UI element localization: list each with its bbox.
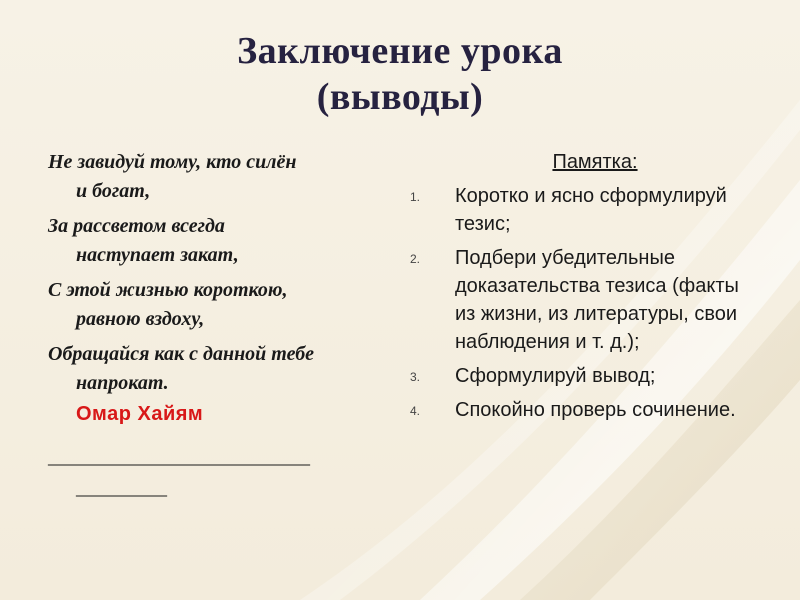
memo-block — [410, 148, 760, 430]
poem-stanza — [48, 340, 388, 429]
poem-stanza — [48, 276, 388, 334]
poem-line: равною вздоху, — [76, 308, 205, 330]
poem-stanza — [48, 148, 388, 206]
memo-item-number: 2. — [410, 252, 421, 266]
memo-item-number: 4. — [410, 404, 421, 418]
memo-item-text: Спокойно проверь сочинение. — [455, 399, 736, 421]
page-title — [0, 28, 800, 120]
poem-line: С этой жизнью короткою, — [48, 279, 288, 301]
poem-line: и богат, — [76, 180, 151, 202]
memo-item — [410, 396, 760, 424]
memo-item — [410, 244, 760, 356]
poem-line: Не завидуй тому, кто силён — [48, 151, 297, 173]
poem-block — [48, 148, 388, 503]
title-line-2: (выводы) — [316, 76, 484, 118]
memo-item-text: Сформулируй вывод; — [455, 365, 656, 387]
poem-line: напрокат. — [76, 372, 169, 394]
poem-line: наступает закат, — [76, 244, 239, 266]
poem-author: Омар Хайям — [76, 403, 204, 425]
memo-title: Памятка: — [552, 151, 638, 173]
memo-item-text: Коротко и ясно сформулируй тезис; — [455, 185, 727, 235]
poem-stanza — [48, 212, 388, 270]
memo-item — [410, 362, 760, 390]
answer-line: __________ — [76, 477, 166, 499]
memo-item-text: Подбери убедительные доказательства тезиса (факты из жизни, из литературы, свои наблюдения и т. д.); — [455, 247, 739, 353]
answer-line: _____________________________ — [48, 446, 309, 468]
memo-item — [410, 182, 760, 238]
memo-item-number: 3. — [410, 370, 421, 384]
memo-list — [410, 182, 760, 424]
title-line-1: Заключение урока — [237, 30, 563, 72]
poem-line: За рассветом всегда — [48, 215, 225, 237]
memo-item-number: 1. — [410, 190, 421, 204]
poem-line: Обращайся как с данной тебе — [48, 343, 315, 365]
